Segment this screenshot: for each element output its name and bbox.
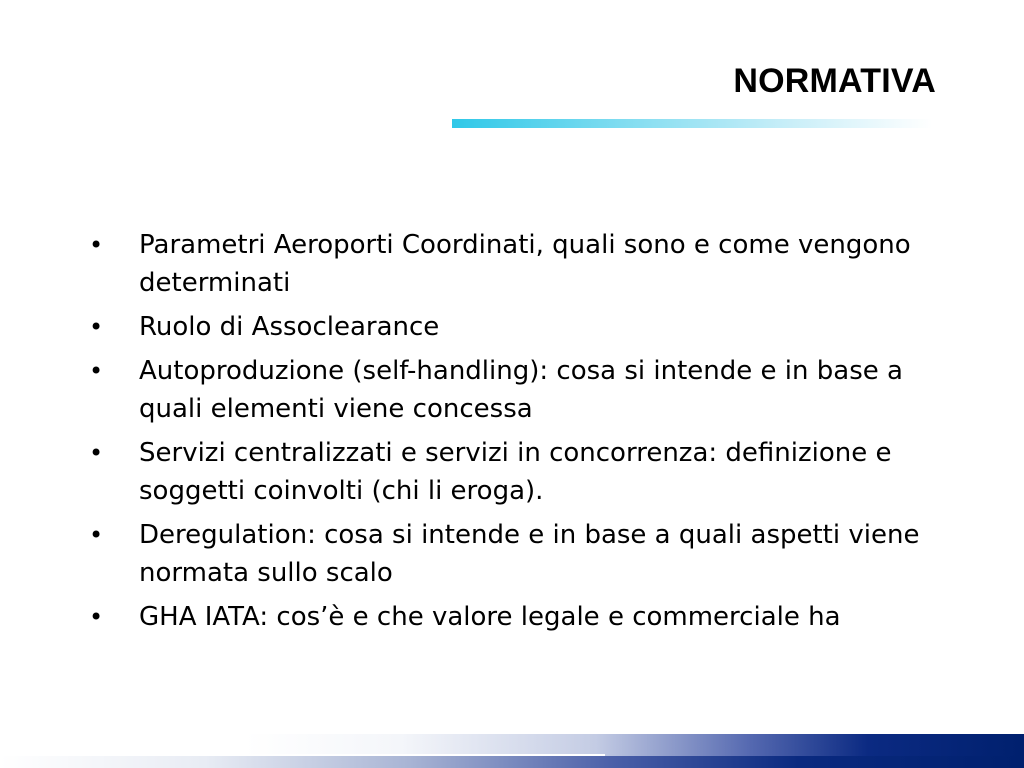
bullet-icon: • (89, 603, 104, 631)
bullet-icon: • (89, 313, 104, 341)
bullet-text: Servizi centralizzati e servizi in concorrenza: definizione e soggetti coinvolti (chi li eroga). (139, 438, 892, 506)
bullet-item (82, 308, 942, 346)
slide-title: NORMATIVA (733, 62, 936, 100)
bullet-item (82, 226, 942, 302)
bullet-item (82, 352, 942, 428)
bullet-icon: • (89, 357, 104, 385)
footer-decoration (0, 734, 1024, 768)
bullet-text: GHA IATA: cos’è e che valore legale e commerciale ha (139, 602, 841, 632)
bullet-icon: • (89, 231, 104, 259)
bullet-list (82, 226, 942, 642)
bullet-text: Autoproduzione (self-handling): cosa si intende e in base a quali elementi viene concessa (139, 356, 903, 424)
bullet-icon: • (89, 521, 104, 549)
bullet-item (82, 434, 942, 510)
bullet-text: Parametri Aeroporti Coordinati, quali sono e come vengono determinati (139, 230, 911, 298)
bullet-text: Deregulation: cosa si intende e in base a quali aspetti viene normata sullo scalo (139, 520, 920, 588)
bullet-icon: • (89, 439, 104, 467)
footer-gradient-lower (0, 756, 1024, 768)
footer-gradient-upper (245, 734, 1024, 756)
bullet-item (82, 516, 942, 592)
bullet-item (82, 598, 942, 636)
footer-divider-line (245, 754, 605, 756)
title-underline (452, 119, 932, 128)
bullet-text: Ruolo di Assoclearance (139, 312, 440, 342)
